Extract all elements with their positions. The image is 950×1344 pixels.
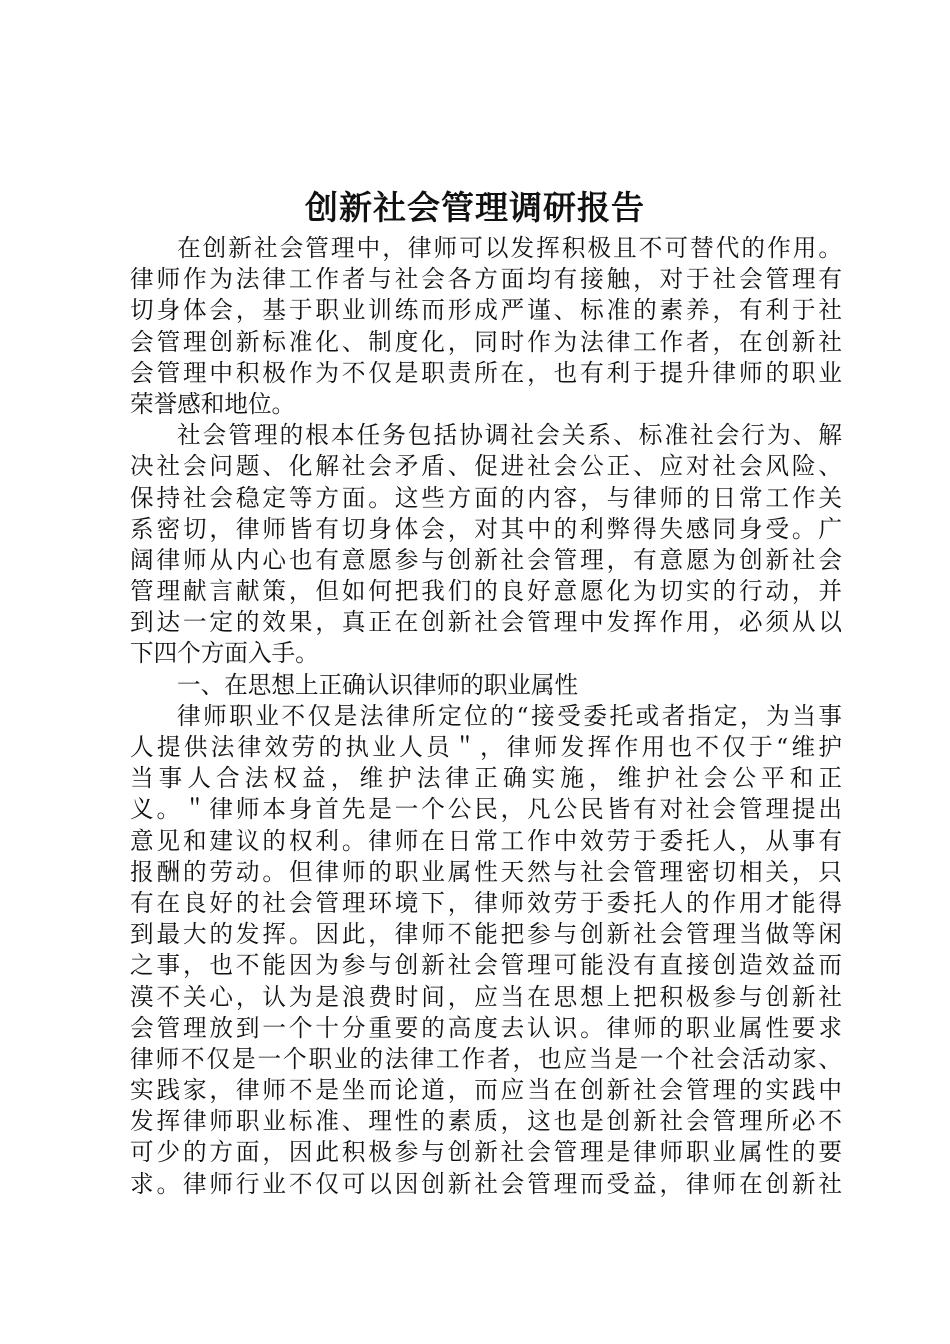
body-text-line: 报酬的劳动。但律师的职业属性天然与社会管理密切相关，只 (130, 857, 842, 886)
body-text-line: 下四个方面入手。 (130, 639, 319, 668)
document-body (130, 233, 842, 1200)
body-text-line: 一、在思想上正确认识律师的职业属性 (177, 670, 579, 699)
body-text-line: 荣誉感和地位。 (130, 389, 296, 418)
body-text-line: 可少的方面，因此积极参与创新社会管理是律师职业属性的要 (130, 1138, 842, 1167)
body-text-line: 义。＂律师本身首先是一个公民，凡公民皆有对社会管理提出 (130, 795, 842, 824)
body-text-line: 求。律师行业不仅可以因创新社会管理而受益，律师在创新社 (130, 1169, 842, 1198)
body-text-line: 律师作为法律工作者与社会各方面均有接触，对于社会管理有 (130, 265, 842, 294)
body-text-line: 在创新社会管理中，律师可以发挥积极且不可替代的作用。 (177, 234, 842, 262)
body-text-line: 决社会问题、化解社会矛盾、促进社会公正、应对社会风险、 (130, 452, 842, 481)
body-text-line: 律师职业不仅是法律所定位的“接受委托或者指定，为当事 (177, 701, 842, 730)
body-text-line: 有在良好的社会管理环境下，律师效劳于委托人的作用才能得 (130, 888, 842, 917)
body-text-line: 之事，也不能因为参与创新社会管理可能没有直接创造效益而 (130, 951, 842, 980)
body-text-line: 到最大的发挥。因此，律师不能把参与创新社会管理当做等闲 (130, 920, 842, 949)
body-text-line: 管理献言献策，但如何把我们的良好意愿化为切实的行动，并 (130, 577, 842, 606)
body-text-line: 意见和建议的权利。律师在日常工作中效劳于委托人，从事有 (130, 826, 842, 855)
body-text-line: 社会管理的根本任务包括协调社会关系、标准社会行为、解 (177, 421, 842, 450)
body-text-line: 发挥律师职业标准、理性的素质，这也是创新社会管理所必不 (130, 1107, 842, 1136)
body-text-line: 实践家，律师不是坐而论道，而应当在创新社会管理的实践中 (130, 1076, 842, 1105)
body-text-line: 会管理放到一个十分重要的高度去认识。律师的职业属性要求 (130, 1013, 842, 1042)
body-text-line: 切身体会，基于职业训练而形成严谨、标准的素养，有利于社 (130, 296, 842, 325)
body-text-line: 当事人合法权益，维护法律正确实施，维护社会公平和正 (130, 764, 842, 793)
document-title: 创新社会管理调研报告 (305, 188, 645, 227)
body-text-line: 阔律师从内心也有意愿参与创新社会管理，有意愿为创新社会 (130, 545, 842, 574)
body-text-line: 到达一定的效果，真正在创新社会管理中发挥作用，必须从以 (130, 608, 842, 637)
body-text-line: 人提供法律效劳的执业人员＂，律师发挥作用也不仅于“维护 (130, 733, 842, 761)
body-text-line: 系密切，律师皆有切身体会，对其中的利弊得失感同身受。广 (130, 514, 842, 543)
body-text-line: 保持社会稳定等方面。这些方面的内容，与律师的日常工作关 (130, 483, 842, 512)
body-text-line: 漠不关心，认为是浪费时间，应当在思想上把积极参与创新社 (130, 982, 842, 1011)
body-text-line: 会管理创新标准化、制度化，同时作为法律工作者，在创新社 (130, 327, 842, 356)
body-text-line: 会管理中积极作为不仅是职责所在，也有利于提升律师的职业 (130, 358, 842, 387)
body-text-line: 律师不仅是一个职业的法律工作者，也应当是一个社会活动家、 (130, 1044, 842, 1073)
